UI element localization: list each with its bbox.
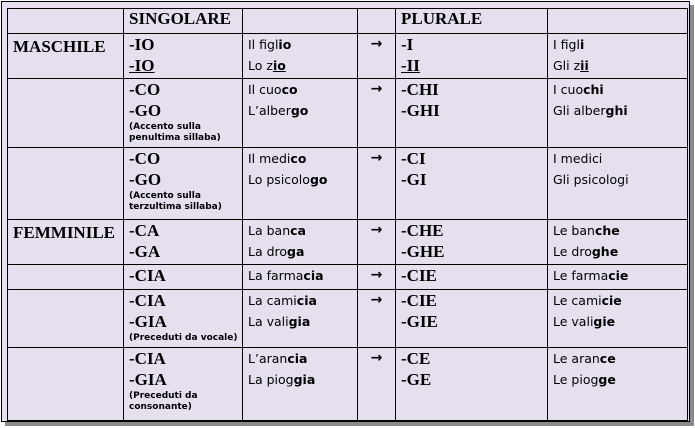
singular-example-cell bbox=[243, 220, 358, 265]
singular-example-cell bbox=[243, 348, 358, 421]
gender-label-femminile: FEMMINILE bbox=[8, 220, 124, 265]
header-singolare: SINGOLARE bbox=[124, 9, 243, 34]
singular-example: Il medico bbox=[248, 151, 307, 166]
plural-ending-cell bbox=[396, 148, 548, 220]
header-empty-arrow bbox=[358, 9, 396, 34]
plural-ending: -GHE bbox=[401, 242, 445, 261]
singular-example: La pioggia bbox=[248, 372, 316, 387]
table-row bbox=[8, 34, 688, 79]
plural-ending: -II bbox=[401, 56, 420, 75]
arrow-icon: → bbox=[358, 34, 396, 79]
plural-example: I figli bbox=[553, 37, 585, 52]
table-row bbox=[8, 79, 688, 148]
singular-example: La farmacia bbox=[248, 268, 324, 283]
plural-example: I medici bbox=[553, 151, 603, 166]
plural-ending-cell bbox=[396, 265, 548, 290]
plural-ending: -CIE bbox=[401, 266, 437, 285]
table-row bbox=[8, 348, 688, 421]
header-empty-gender bbox=[8, 9, 124, 34]
plural-ending: -I bbox=[401, 35, 414, 54]
singular-ending: -CIA bbox=[129, 266, 166, 285]
singular-ending: -CIA bbox=[129, 349, 166, 368]
singular-ending: -IO bbox=[129, 56, 155, 75]
plural-ending: -GE bbox=[401, 370, 432, 389]
header-row bbox=[8, 9, 688, 34]
accent-note: (Accento sulla penultima sillaba) bbox=[129, 122, 221, 143]
singular-ending: -CO bbox=[129, 149, 161, 168]
singular-ending: -GIA bbox=[129, 312, 167, 331]
plural-ending: -CI bbox=[401, 149, 426, 168]
gender-empty-cell bbox=[8, 79, 124, 148]
singular-ending: -CO bbox=[129, 80, 161, 99]
singular-example: La droga bbox=[248, 244, 305, 259]
arrow-icon: → bbox=[358, 348, 396, 421]
header-plurale: PLURALE bbox=[396, 9, 548, 34]
singular-ending-cell bbox=[124, 148, 243, 220]
singular-example: Il figlio bbox=[248, 37, 292, 52]
singular-ending: -CA bbox=[129, 221, 160, 240]
plural-ending-cell bbox=[396, 290, 548, 348]
plural-ending: -GHI bbox=[401, 101, 440, 120]
plural-ending-cell bbox=[396, 79, 548, 148]
singular-ending: -GA bbox=[129, 242, 161, 261]
singular-ending-cell bbox=[124, 265, 243, 290]
plural-example: Le banche bbox=[553, 223, 620, 238]
arrow-icon: → bbox=[358, 290, 396, 348]
singular-ending-cell bbox=[124, 79, 243, 148]
plural-example: Gli alberghi bbox=[553, 103, 628, 118]
grammar-table-frame bbox=[1, 1, 690, 422]
plural-example-cell bbox=[548, 34, 688, 79]
plural-ending: -CHI bbox=[401, 80, 439, 99]
plural-ending-cell bbox=[396, 220, 548, 265]
plural-example-cell bbox=[548, 348, 688, 421]
singular-example-cell bbox=[243, 290, 358, 348]
plural-example: Le camicie bbox=[553, 293, 622, 308]
singular-ending: -CIA bbox=[129, 291, 166, 310]
singular-example: L’albergo bbox=[248, 103, 309, 118]
singular-example: Lo zio bbox=[248, 58, 286, 73]
plural-example-cell bbox=[548, 265, 688, 290]
plural-ending: -CIE bbox=[401, 291, 437, 310]
plural-ending: -CE bbox=[401, 349, 431, 368]
arrow-icon: → bbox=[358, 220, 396, 265]
plural-example: I cuochi bbox=[553, 82, 604, 97]
table-row bbox=[8, 265, 688, 290]
singular-example-cell bbox=[243, 265, 358, 290]
singular-ending: -IO bbox=[129, 35, 155, 54]
singular-example-cell bbox=[243, 34, 358, 79]
plural-example: Le droghe bbox=[553, 244, 619, 259]
singular-ending: -GO bbox=[129, 170, 162, 189]
singular-example: Il cuoco bbox=[248, 82, 298, 97]
gender-empty-cell bbox=[8, 290, 124, 348]
header-empty-plur-ex bbox=[548, 9, 688, 34]
singular-example-cell bbox=[243, 79, 358, 148]
preceded-note: (Preceduti da consonante) bbox=[129, 391, 198, 412]
singular-example: La banca bbox=[248, 223, 306, 238]
plural-example: Le piogge bbox=[553, 372, 616, 387]
arrow-icon: → bbox=[358, 79, 396, 148]
gender-empty-cell bbox=[8, 148, 124, 220]
gender-empty-cell bbox=[8, 265, 124, 290]
accent-note: (Accento sulla terzultima sillaba) bbox=[129, 191, 222, 212]
singular-example-cell bbox=[243, 148, 358, 220]
plural-example: Le valigie bbox=[553, 314, 616, 329]
singular-ending: -GIA bbox=[129, 370, 167, 389]
plural-ending: -CHE bbox=[401, 221, 444, 240]
plural-example: Le arance bbox=[553, 351, 616, 366]
table-row bbox=[8, 290, 688, 348]
singular-example: La valigia bbox=[248, 314, 311, 329]
arrow-icon: → bbox=[358, 265, 396, 290]
singular-example: Lo psicologo bbox=[248, 172, 328, 187]
plural-example: Gli psicologi bbox=[553, 172, 629, 187]
plural-rules-table bbox=[7, 8, 688, 421]
gender-empty-cell bbox=[8, 348, 124, 421]
plural-example: Gli zii bbox=[553, 58, 589, 73]
singular-ending: -GO bbox=[129, 101, 162, 120]
plural-ending: -GI bbox=[401, 170, 427, 189]
plural-ending: -GIE bbox=[401, 312, 438, 331]
gender-label-maschile: MASCHILE bbox=[8, 34, 124, 79]
plural-example-cell bbox=[548, 220, 688, 265]
table-row bbox=[8, 148, 688, 220]
plural-example-cell bbox=[548, 148, 688, 220]
arrow-icon: → bbox=[358, 148, 396, 220]
singular-example: La camicia bbox=[248, 293, 317, 308]
plural-example: Le farmacie bbox=[553, 268, 629, 283]
plural-ending-cell bbox=[396, 348, 548, 421]
singular-ending-cell bbox=[124, 348, 243, 421]
singular-example: L’arancia bbox=[248, 351, 308, 366]
plural-example-cell bbox=[548, 290, 688, 348]
preceded-note: (Preceduti da vocale) bbox=[129, 333, 238, 343]
header-empty-sing-ex bbox=[243, 9, 358, 34]
table-row bbox=[8, 220, 688, 265]
plural-example-cell bbox=[548, 79, 688, 148]
plural-ending-cell bbox=[396, 34, 548, 79]
singular-ending-cell bbox=[124, 220, 243, 265]
singular-ending-cell bbox=[124, 34, 243, 79]
singular-ending-cell bbox=[124, 290, 243, 348]
